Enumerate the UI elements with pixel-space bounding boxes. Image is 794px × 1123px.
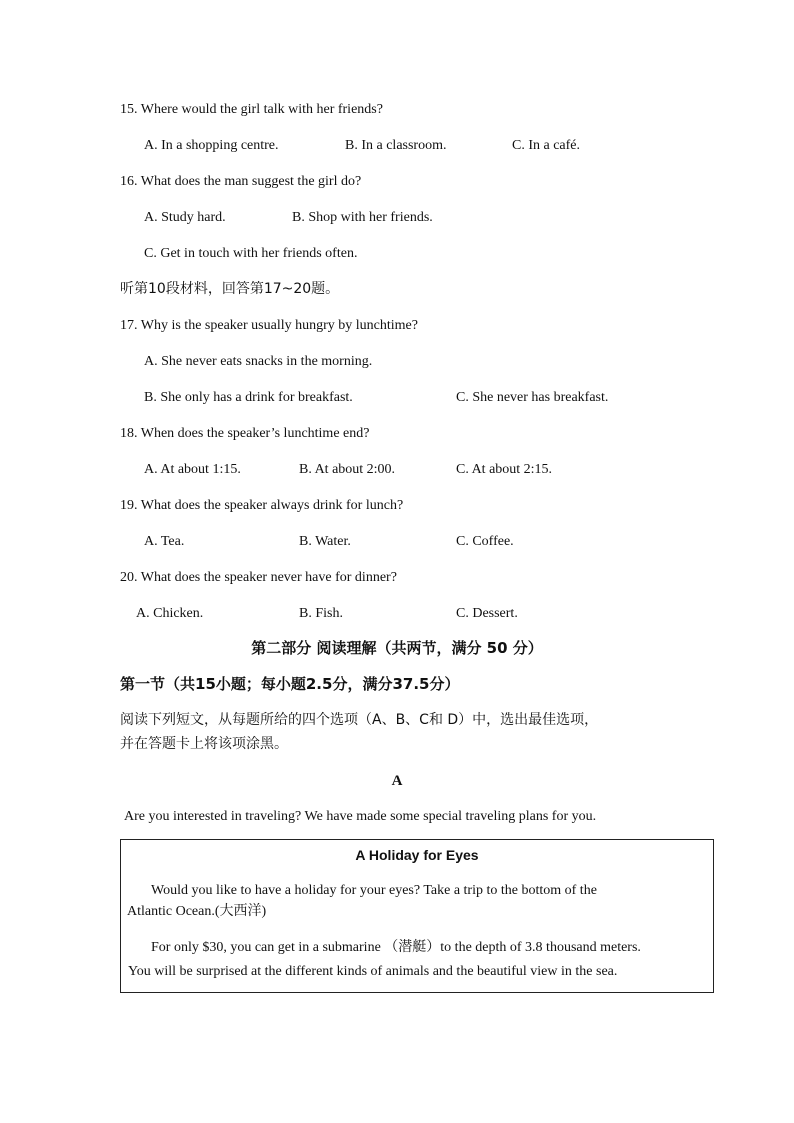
passage-label: A <box>391 773 403 789</box>
question-19: 19. What does the speaker always drink for lunch? <box>120 498 404 513</box>
q18-option-b: B. At about 2:00. <box>299 462 396 477</box>
instructions-line-2: 并在答题卡上将该项涂黑。 <box>120 736 288 752</box>
q19-option-a: A. Tea. <box>144 534 185 549</box>
ad-title: A Holiday for Eyes <box>355 847 479 863</box>
question-18: 18. When does the speaker’s lunchtime end? <box>120 426 370 441</box>
question-15: 15. Where would the girl talk with her friends? <box>120 102 383 117</box>
ad-paragraph-2-line-2: You will be surprised at the different kinds of animals and the beautiful view in the sea. <box>128 964 618 979</box>
q15-option-a: A. In a shopping centre. <box>144 138 279 153</box>
q17-option-a: A. She never eats snacks in the morning. <box>144 354 373 369</box>
holiday-ad-box <box>120 839 714 993</box>
q16-option-c: C. Get in touch with her friends often. <box>144 246 358 261</box>
q17-option-c: C. She never has breakfast. <box>456 390 609 405</box>
q15-option-b: B. In a classroom. <box>345 138 447 153</box>
q19-option-c: C. Coffee. <box>456 534 514 549</box>
ad-paragraph-1-line-1: Would you like to have a holiday for your eyes? Take a trip to the bottom of the <box>151 883 597 898</box>
q19-option-b: B. Water. <box>299 534 351 549</box>
ad-paragraph-1-line-2: Atlantic Ocean.(大西洋) <box>127 904 267 919</box>
q16-option-b: B. Shop with her friends. <box>292 210 433 225</box>
q20-option-a: A. Chicken. <box>136 606 204 621</box>
question-17: 17. Why is the speaker usually hungry by lunchtime? <box>120 318 418 333</box>
instructions-line-1: 阅读下列短文，从每题所给的四个选项（A、B、C和 D）中，选出最佳选项， <box>120 712 599 728</box>
q18-option-c: C. At about 2:15. <box>456 462 553 477</box>
question-20: 20. What does the speaker never have for dinner? <box>120 570 397 585</box>
question-16: 16. What does the man suggest the girl do? <box>120 174 362 189</box>
section-10-instruction: 听第10段材料，回答第17~20题。 <box>120 281 340 297</box>
q18-option-a: A. At about 1:15. <box>144 462 241 477</box>
q15-option-c: C. In a café. <box>512 138 581 153</box>
q20-option-c: C. Dessert. <box>456 606 518 621</box>
q17-option-b: B. She only has a drink for breakfast. <box>144 390 353 405</box>
ad-paragraph-2-line-1: For only $30, you can get in a submarine （潜艇）to the depth of 3.8 thousand meters. <box>151 940 641 955</box>
q16-option-a: A. Study hard. <box>144 210 226 225</box>
section-1-title: 第一节（共15小题；每小题2.5分，满分37.5分） <box>120 675 460 693</box>
part-2-title: 第二部分 阅读理解（共两节，满分 50 分） <box>251 639 543 657</box>
q20-option-b: B. Fish. <box>299 606 343 621</box>
passage-intro: Are you interested in traveling? We have made some special traveling plans for you. <box>124 809 597 824</box>
